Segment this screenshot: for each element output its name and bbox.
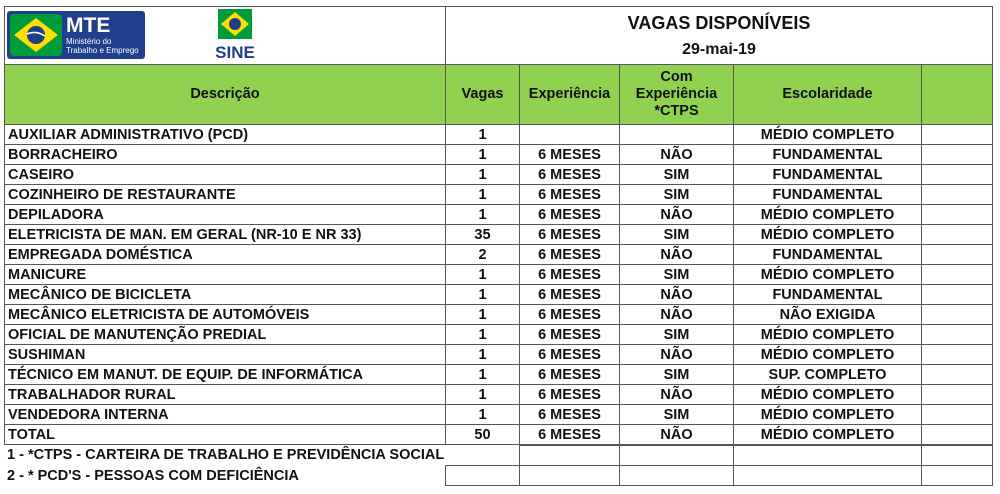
cell-empty — [922, 265, 993, 285]
cell-vagas: 1 — [446, 365, 520, 385]
foot-cell — [519, 466, 619, 486]
cell-empty — [922, 225, 993, 245]
brazil-flag-icon — [10, 14, 62, 56]
cell-vagas: 1 — [446, 285, 520, 305]
col-header-com-exp-line1: Com — [660, 69, 693, 85]
cell-experiencia: 6 MESES — [520, 345, 620, 365]
cell-ctps: SIM — [620, 165, 734, 185]
cell-empty — [922, 245, 993, 265]
col-header-empty — [922, 65, 993, 125]
foot-cell — [445, 466, 519, 486]
job-vacancies-sheet — [4, 6, 992, 486]
cell-descricao: EMPREGADA DOMÉSTICA — [5, 245, 446, 265]
table-row — [5, 225, 993, 245]
table-row — [5, 185, 993, 205]
cell-experiencia: 6 MESES — [520, 385, 620, 405]
cell-experiencia: 6 MESES — [520, 365, 620, 385]
title-cell — [446, 7, 993, 65]
cell-vagas: 1 — [446, 265, 520, 285]
foot-cell — [619, 466, 733, 486]
sine-flag-icon — [218, 9, 252, 39]
cell-ctps: NÃO — [620, 385, 734, 405]
table-row — [5, 125, 993, 145]
foot-cell — [921, 466, 992, 486]
footnotes-table — [4, 445, 993, 486]
cell-ctps: SIM — [620, 265, 734, 285]
cell-ctps: SIM — [620, 365, 734, 385]
cell-escolaridade: MÉDIO COMPLETO — [734, 225, 922, 245]
cell-escolaridade: FUNDAMENTAL — [734, 145, 922, 165]
col-header-descricao: Descrição — [5, 65, 446, 125]
table-row — [5, 345, 993, 365]
cell-ctps: NÃO — [620, 305, 734, 325]
cell-empty — [922, 165, 993, 185]
cell-empty — [922, 145, 993, 165]
logos-cell — [5, 7, 446, 65]
table-row — [5, 365, 993, 385]
cell-escolaridade: FUNDAMENTAL — [734, 245, 922, 265]
sine-logo-text: SINE — [215, 43, 255, 62]
cell-ctps — [620, 125, 734, 145]
cell-empty — [922, 385, 993, 405]
mte-logo-sub1: Ministério do — [66, 37, 112, 46]
cell-ctps: SIM — [620, 325, 734, 345]
cell-vagas: 1 — [446, 385, 520, 405]
cell-empty — [922, 305, 993, 325]
foot-cell — [519, 446, 619, 466]
cell-experiencia: 6 MESES — [520, 245, 620, 265]
cell-vagas: 35 — [446, 225, 520, 245]
cell-ctps: NÃO — [620, 425, 734, 445]
cell-escolaridade: SUP. COMPLETO — [734, 365, 922, 385]
page-date: 29-mai-19 — [682, 40, 756, 58]
cell-empty — [922, 405, 993, 425]
cell-escolaridade: FUNDAMENTAL — [734, 285, 922, 305]
cell-vagas: 1 — [446, 185, 520, 205]
cell-descricao: AUXILIAR ADMINISTRATIVO (PCD) — [5, 125, 446, 145]
table-row — [5, 205, 993, 225]
cell-experiencia: 6 MESES — [520, 405, 620, 425]
cell-empty — [922, 365, 993, 385]
col-header-vagas: Vagas — [446, 65, 520, 125]
cell-ctps: SIM — [620, 225, 734, 245]
cell-escolaridade: MÉDIO COMPLETO — [734, 205, 922, 225]
cell-experiencia: 6 MESES — [520, 285, 620, 305]
cell-vagas: 1 — [446, 345, 520, 365]
total-row — [5, 425, 993, 445]
cell-descricao: BORRACHEIRO — [5, 145, 446, 165]
cell-descricao: TRABALHADOR RURAL — [5, 385, 446, 405]
cell-descricao: TÉCNICO EM MANUT. DE EQUIP. DE INFORMÁTICA — [5, 365, 446, 385]
cell-ctps: SIM — [620, 405, 734, 425]
cell-empty — [922, 125, 993, 145]
col-header-com-exp-line2: Experiência — [635, 86, 718, 102]
cell-vagas: 2 — [446, 245, 520, 265]
cell-ctps: NÃO — [620, 345, 734, 365]
cell-ctps: NÃO — [620, 285, 734, 305]
table-row — [5, 325, 993, 345]
cell-escolaridade: MÉDIO COMPLETO — [734, 125, 922, 145]
cell-descricao: MECÂNICO DE BICICLETA — [5, 285, 446, 305]
table-row — [5, 305, 993, 325]
cell-descricao: DEPILADORA — [5, 205, 446, 225]
cell-ctps: NÃO — [620, 245, 734, 265]
cell-experiencia: 6 MESES — [520, 165, 620, 185]
cell-descricao: CASEIRO — [5, 165, 446, 185]
page-title: VAGAS DISPONÍVEIS — [627, 12, 811, 33]
sine-logo — [205, 9, 265, 63]
cell-experiencia: 6 MESES — [520, 325, 620, 345]
cell-escolaridade: MÉDIO COMPLETO — [734, 425, 922, 445]
cell-empty — [922, 345, 993, 365]
col-header-com-experiencia — [620, 65, 734, 125]
cell-experiencia: 6 MESES — [520, 185, 620, 205]
foot-cell — [921, 446, 992, 466]
cell-descricao: VENDEDORA INTERNA — [5, 405, 446, 425]
footnote-ctps: 1 - *CTPS - CARTEIRA DE TRABALHO E PREVIDÊNCIA SOCIAL — [7, 447, 445, 464]
cell-ctps: NÃO — [620, 145, 734, 165]
cell-escolaridade: FUNDAMENTAL — [734, 165, 922, 185]
cell-descricao: SUSHIMAN — [5, 345, 446, 365]
cell-experiencia: 6 MESES — [520, 425, 620, 445]
cell-experiencia: 6 MESES — [520, 305, 620, 325]
cell-ctps: NÃO — [620, 205, 734, 225]
cell-vagas: 1 — [446, 205, 520, 225]
table-row — [5, 285, 993, 305]
col-header-experiencia: Experiência — [520, 65, 620, 125]
cell-escolaridade: FUNDAMENTAL — [734, 185, 922, 205]
col-header-escolaridade: Escolaridade — [734, 65, 922, 125]
cell-escolaridade: MÉDIO COMPLETO — [734, 325, 922, 345]
cell-escolaridade: MÉDIO COMPLETO — [734, 265, 922, 285]
cell-experiencia: 6 MESES — [520, 265, 620, 285]
cell-descricao: TOTAL — [5, 425, 446, 445]
mte-logo-sub2: Trabalho e Emprego — [66, 46, 139, 55]
vacancies-table — [4, 6, 993, 445]
foot-cell — [733, 446, 921, 466]
cell-vagas: 50 — [446, 425, 520, 445]
cell-escolaridade: NÃO EXIGIDA — [734, 305, 922, 325]
cell-vagas: 1 — [446, 125, 520, 145]
cell-vagas: 1 — [446, 145, 520, 165]
cell-empty — [922, 425, 993, 445]
cell-escolaridade: MÉDIO COMPLETO — [734, 385, 922, 405]
cell-descricao: OFICIAL DE MANUTENÇÃO PREDIAL — [5, 325, 446, 345]
table-row — [5, 245, 993, 265]
cell-empty — [922, 205, 993, 225]
cell-descricao: MANICURE — [5, 265, 446, 285]
cell-experiencia: 6 MESES — [520, 145, 620, 165]
cell-empty — [922, 285, 993, 305]
cell-descricao: COZINHEIRO DE RESTAURANTE — [5, 185, 446, 205]
cell-empty — [922, 325, 993, 345]
cell-descricao: ELETRICISTA DE MAN. EM GERAL (NR-10 E NR 33) — [5, 225, 446, 245]
col-header-com-exp-line3: *CTPS — [654, 103, 699, 119]
table-row — [5, 145, 993, 165]
cell-vagas: 1 — [446, 325, 520, 345]
column-header-row — [5, 65, 993, 125]
cell-escolaridade: MÉDIO COMPLETO — [734, 345, 922, 365]
table-row — [5, 265, 993, 285]
cell-vagas: 1 — [446, 165, 520, 185]
cell-vagas: 1 — [446, 305, 520, 325]
cell-descricao: MECÂNICO ELETRICISTA DE AUTOMÓVEIS — [5, 305, 446, 325]
cell-ctps: SIM — [620, 185, 734, 205]
foot-cell — [733, 466, 921, 486]
cell-experiencia: 6 MESES — [520, 225, 620, 245]
cell-empty — [922, 185, 993, 205]
table-row — [5, 405, 993, 425]
mte-logo-text: MTE — [66, 14, 111, 37]
mte-logo — [7, 11, 145, 59]
cell-experiencia: 6 MESES — [520, 205, 620, 225]
cell-experiencia — [520, 125, 620, 145]
table-row — [5, 165, 993, 185]
cell-vagas: 1 — [446, 405, 520, 425]
table-row — [5, 385, 993, 405]
cell-escolaridade: MÉDIO COMPLETO — [734, 405, 922, 425]
foot-cell — [619, 446, 733, 466]
footnote-pcd: 2 - * PCD'S - PESSOAS COM DEFICIÊNCIA — [7, 467, 299, 484]
